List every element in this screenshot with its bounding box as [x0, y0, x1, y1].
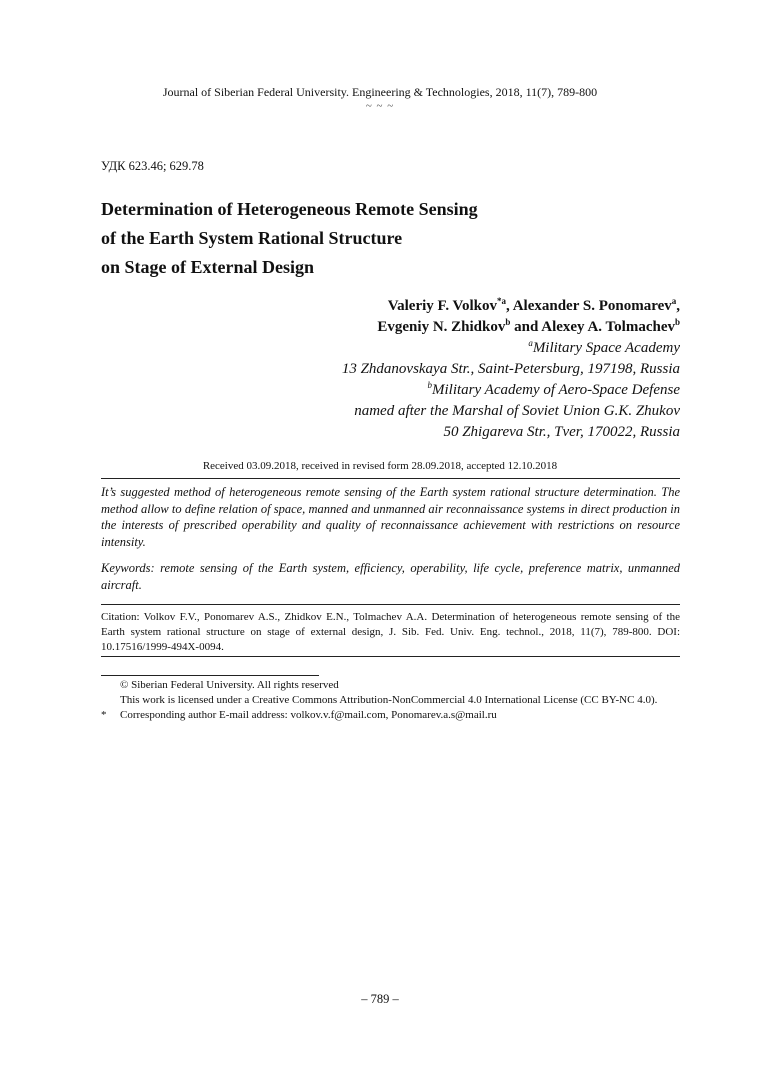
footnote-copyright — [101, 678, 691, 693]
title-line: on Stage of External Design — [101, 257, 314, 277]
footnote-text: This work is licensed under a Creative Commons Attribution-NonCommercial 4.0 International License (CC BY-NC 4.0). — [120, 694, 658, 706]
title-line: Determination of Heterogeneous Remote Sensing — [101, 199, 478, 219]
received-dates: Received 03.09.2018, received in revised form 28.09.2018, accepted 12.10.2018 — [202, 460, 558, 472]
divider — [101, 604, 680, 605]
affiliation-text: Military Space Academy — [532, 340, 680, 356]
author-name: Alexander S. Ponomarev — [512, 298, 672, 314]
affiliation-mark: b — [427, 380, 433, 390]
divider — [101, 478, 680, 479]
affiliation-a-name — [120, 338, 680, 359]
affiliation-b-name — [120, 380, 680, 401]
author-name: Alexey A. Tolmachev — [541, 319, 675, 335]
footnote-text: Corresponding author E-mail address: volkov.v.f@mail.com, Ponomarev.a.s@mail.ru — [120, 709, 497, 721]
author-name: Valeriy F. Volkov — [387, 298, 498, 314]
divider — [101, 656, 680, 657]
author-sup: b — [674, 317, 680, 327]
author-line-1 — [120, 296, 680, 317]
author-sup: b — [505, 317, 511, 327]
footnotes — [101, 678, 691, 723]
keywords: Keywords: remote sensing of the Earth system, efficiency, operability, life cycle, preference matrix, unmanned aircraft. — [101, 561, 680, 592]
journal-header: Journal of Siberian Federal University. Engineering & Technologies, 2018, 11(7), 789-800 — [162, 85, 598, 99]
author-name: Evgeniy N. Zhidkov — [377, 319, 506, 335]
footnote-license — [101, 693, 691, 708]
affiliation-a-address: 13 Zhdanovskaya Str., Saint-Petersburg, 197198, Russia — [341, 361, 680, 377]
footnote-text: © Siberian Federal University. All rights reserved — [120, 679, 339, 691]
author-separator: , — [506, 298, 513, 314]
author-separator: , — [676, 298, 680, 314]
author-line-2 — [120, 317, 680, 338]
affiliation-mark: a — [528, 338, 533, 348]
udk-code: УДК 623.46; 629.78 — [101, 159, 204, 173]
footnote-divider — [101, 675, 319, 676]
authors-block — [120, 296, 680, 443]
footnote-mark: * — [101, 709, 107, 721]
affiliation-text: Military Academy of Aero-Space Defense — [432, 382, 680, 398]
author-separator: and — [510, 319, 542, 335]
abstract: It’s suggested method of heterogeneous remote sensing of the Earth system rational structure determination. The method allow to define relation of space, manned and unmanned air reconnaissance systems in direct production in the interests of prescribed operability and quality of reconnaissance achievement with restrictions on resource intensity. — [101, 485, 680, 549]
title-line: of the Earth System Rational Structure — [101, 228, 403, 248]
header-separator: ~ ~ ~ — [365, 100, 395, 112]
affiliation-b-name-cont: named after the Marshal of Soviet Union G.K. Zhukov — [354, 403, 680, 419]
paper-title — [101, 195, 681, 282]
author-sup: *a — [497, 296, 507, 306]
citation: Citation: Volkov F.V., Ponomarev A.S., Zhidkov E.N., Tolmachev A.A. Determination of heterogeneous remote sensing of the Earth system rational structure on stage of external design, J. Sib. Fed. Univ. Eng. technol., 2018, 11(7), 789-800. DOI: 10.17516/1999-494X-0094. — [101, 611, 680, 653]
author-sup: a — [671, 296, 677, 306]
affiliation-b-address: 50 Zhigareva Str., Tver, 170022, Russia — [443, 424, 680, 440]
page-number: – 789 – — [361, 992, 399, 1006]
footnote-corresponding — [101, 708, 691, 723]
